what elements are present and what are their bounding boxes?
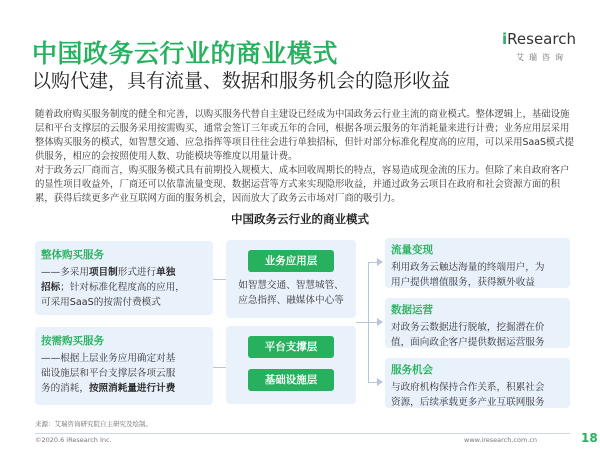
connector-left-top — [213, 279, 226, 280]
copyright: ©2020.6 iResearch Inc. — [35, 436, 112, 444]
panel-infrastructure — [226, 326, 356, 404]
data-operation-title: 数据运营 — [391, 304, 433, 316]
page-number: 18 — [581, 431, 598, 445]
source-note: 来源：艾瑞咨询研究院自主研究及绘制。 — [35, 420, 152, 428]
intro-paragraph-1: 随着政府购买服务制度的健全和完善，以购买服务代替自主建设已经成为中国政务云行业主流的商业模式。整体逻辑上，基础设施层和平台支撑层的云服务采用按需购买，通常会签订三年或五年的合同，根据各项云服务的年消耗量来进行计费；业务应用层采用整体购买服务的模式，如智慧交通、应急指挥等项目往往会进行单独招标，但针对部分标准化程度高的应用，可以采用SaaS模式提供服务，相应的会按照使用人数、功能模块等维度以用量计费。 — [35, 109, 575, 162]
box-on-demand-purchase-title: 按需购买服务 — [41, 335, 104, 347]
website-link[interactable]: www.iresearch.com.cn — [464, 436, 538, 444]
arrow-head-3 — [377, 378, 383, 386]
application-layer-label: 业务应用层 — [248, 250, 334, 272]
connector-left-bottom — [213, 367, 226, 368]
box-overall-purchase-title: 整体购买服务 — [41, 249, 104, 261]
footer-divider — [35, 433, 570, 434]
data-operation-text: 对政务云数据进行脱敏，挖掘潜在价 值，面向政企客户提供数据运营服务 — [391, 322, 545, 348]
diagram-title: 中国政务云行业的商业模式 — [231, 212, 369, 226]
traffic-monetization-title: 流量变现 — [391, 244, 433, 256]
panel-application-layer — [226, 240, 356, 318]
arrow-head-2 — [377, 318, 383, 326]
box-service-opportunity — [385, 358, 570, 408]
box-on-demand-purchase-text: ——根据上层业务应用确定对基 础设施层和平台支撑层各项云服 务的消耗，按照消耗量进行计费 — [41, 353, 176, 394]
box-overall-purchase — [35, 241, 213, 315]
box-on-demand-purchase — [35, 327, 213, 405]
connector-right-stub — [356, 322, 368, 323]
service-opportunity-text: 与政府机构保持合作关系，积累社会 资源，后续承载更多产业互联网服务 — [391, 382, 545, 408]
iresearch-logo — [494, 30, 584, 70]
arrow-head-1 — [377, 258, 383, 266]
application-layer-examples: 如智慧交通、智慧城管、 应急指挥、融媒体中心等 — [238, 280, 344, 306]
intro-text — [35, 108, 575, 206]
logo-subtitle: 艾瑞咨询 — [516, 53, 568, 62]
intro-paragraph-2: 对于政务云厂商而言，购买服务模式具有前期投入规模大、成本回收周期长的特点，容易造成现金流的压力。但除了来自政府客户的显性项目收益外，厂商还可以依靠流量变现、数据运营等方式来实现隐形收益，并通过政务云项目在政府和社会资源方面的积累，获得后续更多产业互联网方面的服务机会，因而放大了政务云市场对厂商的吸引力。 — [35, 165, 570, 204]
box-overall-purchase-text: ——多采用项目制形式进行单独 招标；针对标准化程度高的应用， 可采用SaaS的按需付费模式 — [41, 267, 185, 308]
page-title: 中国政务云行业的商业模式 — [32, 39, 339, 68]
box-traffic-monetization — [385, 238, 570, 288]
infrastructure-layer-label: 基础设施层 — [248, 369, 334, 391]
service-opportunity-title: 服务机会 — [391, 364, 433, 376]
traffic-monetization-text: 利用政务云触达海量的终端用户，为 用户提供增值服务，获得额外收益 — [391, 262, 545, 288]
box-data-operation — [385, 298, 570, 348]
logo-wordmark: iResearch — [502, 30, 576, 48]
platform-support-layer-label: 平台支撑层 — [248, 336, 334, 358]
page-subtitle: 以购代建，具有流量、数据和服务机会的隐形收益 — [32, 70, 451, 92]
